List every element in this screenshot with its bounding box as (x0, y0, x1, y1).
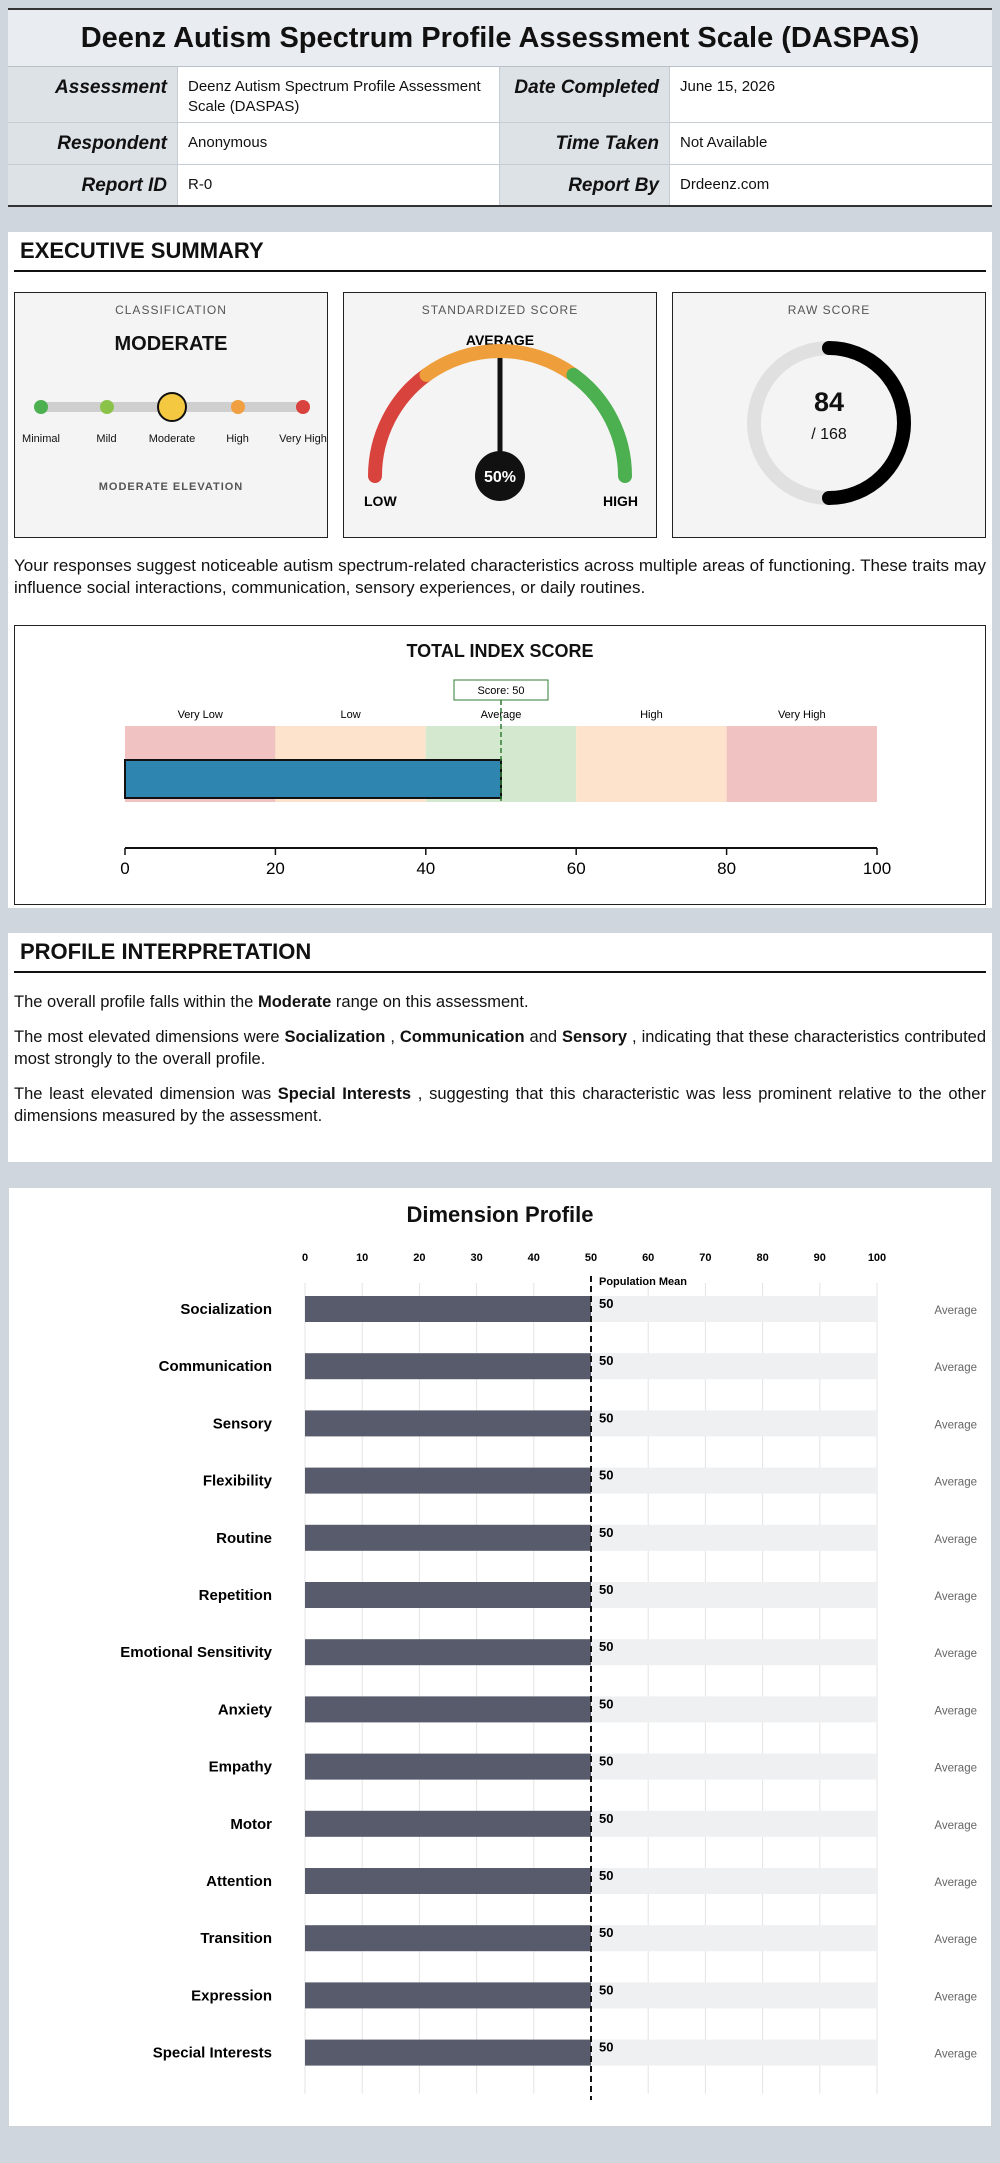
p2-dimension-2: Communication (399, 1028, 525, 1046)
dim-tick-label: 10 (356, 1252, 369, 1264)
dim-bar (305, 1982, 591, 2008)
gauge-low-label: LOW (364, 493, 397, 509)
executive-summary-panel (8, 232, 992, 908)
dim-value-label: 50 (599, 1467, 614, 1483)
index-tick-label: 0 (120, 859, 130, 878)
time-value: Not Available (680, 134, 768, 151)
gauge-band-label: AVERAGE (465, 332, 535, 348)
p2-separator: , (390, 1028, 395, 1046)
p2-text-end: , indicating that these characteristics contributed most strongly to the overall profile. (14, 1028, 987, 1068)
dim-band-label: Average (934, 1819, 977, 1832)
raw-score-value: 84 (813, 387, 845, 417)
severity-dot-mild (100, 400, 114, 414)
interpretation-paragraph-3 (14, 1083, 986, 1127)
dim-tick-label: 0 (301, 1252, 309, 1264)
index-band-label: Average (480, 709, 522, 721)
time-label: Time Taken (500, 123, 670, 164)
severity-dot-high (231, 400, 245, 414)
dim-band-label: Average (934, 1991, 977, 2004)
severity-label: Minimal (22, 433, 60, 445)
dim-value-label: 50 (599, 1524, 614, 1540)
raw-score-label: RAW SCORE (787, 303, 871, 317)
dim-bar (305, 1525, 591, 1551)
p2-dimension-1: Socialization (284, 1028, 386, 1046)
index-band (576, 726, 726, 802)
report-by-value: Drdeenz.com (680, 176, 770, 193)
standardized-score-label: STANDARDIZED SCORE (421, 303, 579, 317)
p1-text: The overall profile falls within the (14, 993, 254, 1011)
info-row (8, 165, 992, 205)
dim-band-label: Average (934, 1705, 977, 1718)
dim-tick-label: 60 (642, 1252, 655, 1264)
dim-value-label: 50 (599, 1982, 614, 1998)
p3-dimension: Special Interests (277, 1085, 412, 1103)
index-band-label: Very Low (177, 709, 223, 721)
dim-value-label: 50 (599, 1353, 614, 1369)
total-index-chart (15, 626, 985, 904)
raw-ring-progress (829, 348, 904, 498)
dim-category-label: Routine (216, 1529, 272, 1547)
report-title: Deenz Autism Spectrum Profile Assessment Scale (DASPAS) (8, 10, 992, 67)
p2-text: The most elevated dimensions were (14, 1028, 280, 1046)
classification-value: MODERATE (114, 333, 228, 355)
classification-label: CLASSIFICATION (115, 303, 227, 317)
gauge-high-arc (573, 375, 625, 476)
dim-bar (305, 1639, 591, 1665)
dim-category-label: Expression (191, 1987, 272, 2005)
p2-dimension-3: Sensory (561, 1028, 628, 1046)
dim-bar (305, 1868, 591, 1894)
dim-category-label: Empathy (208, 1758, 272, 1776)
raw-score-card (672, 292, 986, 538)
dim-band-label: Average (934, 1476, 977, 1489)
severity-label: Mild (96, 433, 117, 445)
severity-dot-moderate (157, 392, 187, 422)
severity-scale (22, 393, 327, 453)
dim-band-label: Average (934, 1877, 977, 1889)
classification-card (14, 292, 328, 538)
classification-subtitle: MODERATE ELEVATION (98, 481, 244, 493)
raw-score-total: / 168 (811, 426, 847, 443)
dim-value-label: 50 (599, 1868, 614, 1883)
dimension-profile-chart (9, 1188, 991, 2126)
dim-value-label: 50 (599, 1296, 614, 1311)
p1-text-end: range on this assessment. (335, 993, 529, 1011)
total-index-box (14, 625, 986, 905)
p2-separator: and (529, 1028, 558, 1046)
dim-category-label: Attention (206, 1873, 272, 1890)
p3-text: The least elevated dimension was (14, 1085, 272, 1103)
index-band-label: High (640, 709, 663, 721)
dim-bar (305, 1296, 591, 1322)
dim-value-label: 50 (599, 1810, 614, 1826)
date-value: June 15, 2026 (680, 78, 776, 95)
respondent-label: Respondent (8, 123, 178, 164)
dim-band-label: Average (934, 1362, 977, 1375)
index-band-label: Very High (777, 709, 826, 721)
dim-band-label: Average (934, 1934, 977, 1947)
dim-tick-label: 80 (756, 1252, 769, 1264)
index-tick-label: 40 (416, 859, 436, 878)
index-tick-label: 100 (862, 859, 892, 878)
dim-band-label: Average (934, 2048, 977, 2061)
dim-tick-label: 20 (413, 1252, 426, 1264)
severity-dot-minimal (34, 400, 48, 414)
dim-category-label: Transition (200, 1930, 272, 1948)
dim-category-label: Motor (230, 1815, 272, 1833)
dim-tick-label: 70 (699, 1252, 712, 1264)
interpretation-heading: PROFILE INTERPRETATION (14, 933, 986, 973)
dim-bar (305, 1410, 591, 1436)
dim-category-label: Communication (158, 1358, 272, 1376)
dim-band-label: Average (934, 1533, 977, 1546)
dim-value-label: 50 (599, 1639, 614, 1655)
dim-tick-label: 100 (867, 1252, 887, 1264)
executive-summary-heading: EXECUTIVE SUMMARY (14, 232, 986, 272)
dim-bar (305, 1353, 591, 1379)
standardized-score-card (343, 292, 657, 538)
dim-bar (305, 1811, 591, 1837)
score-gauge (344, 323, 656, 533)
index-tick-label: 20 (265, 859, 285, 878)
dim-tick-label: 30 (470, 1252, 483, 1264)
index-score-bar (125, 760, 501, 798)
gauge-low-arc (375, 375, 427, 476)
dim-value-label: 50 (599, 1696, 614, 1712)
dim-value-label: 50 (599, 1925, 614, 1941)
dim-value-label: 50 (599, 1582, 614, 1597)
report-header (8, 8, 992, 207)
dim-bar (305, 1696, 591, 1722)
interpretation-panel (8, 933, 992, 1162)
total-index-title: TOTAL INDEX SCORE (406, 641, 594, 661)
dim-category-label: Flexibility (202, 1472, 272, 1490)
dim-value-label: 50 (599, 1753, 614, 1769)
dim-category-label: Repetition (198, 1587, 272, 1604)
severity-label: Very High (279, 433, 327, 445)
index-tick-label: 60 (566, 859, 586, 878)
assessment-value: Deenz Autism Spectrum Profile Assessment Scale (DASPAS) (178, 67, 500, 122)
report-id-value: R-0 (178, 165, 500, 205)
respondent-value: Anonymous (178, 123, 500, 164)
dimension-profile-title: Dimension Profile (406, 1202, 594, 1227)
dim-band-label: Average (934, 1419, 977, 1432)
severity-dot-very-high (296, 400, 310, 414)
interpretation-paragraph-2 (14, 1026, 986, 1070)
dim-band-label: Average (934, 1762, 977, 1775)
info-row (8, 123, 992, 165)
dim-category-label: Sensory (212, 1415, 272, 1433)
summary-paragraph: Your responses suggest noticeable autism spectrum-related characteristics across multiple areas of functioning. These traits may influence social interactions, communication, sensory experiences, or daily routines. (14, 556, 986, 597)
dimension-profile-panel (8, 1187, 992, 2127)
gauge-percent: 50% (483, 469, 517, 486)
report-id-label: Report ID (8, 165, 178, 205)
severity-label: High (226, 433, 249, 445)
dim-band-label: Average (934, 1591, 977, 1603)
index-band (727, 726, 877, 802)
p1-classification: Moderate (257, 993, 332, 1011)
dim-tick-label: 40 (527, 1252, 540, 1264)
dim-bar (305, 2040, 591, 2066)
dim-bar (305, 1754, 591, 1780)
interpretation-paragraph-1 (14, 991, 986, 1013)
dim-band-label: Average (934, 1648, 977, 1661)
report-by-label: Report By (500, 165, 670, 205)
dim-bar (305, 1582, 591, 1608)
dim-bar (305, 1925, 591, 1951)
info-row (8, 67, 992, 123)
gauge-high-label: HIGH (603, 493, 638, 509)
date-label: Date Completed (500, 67, 670, 122)
assessment-label: Assessment (8, 67, 178, 122)
dim-bar (305, 1468, 591, 1494)
dim-tick-label: 90 (813, 1252, 826, 1264)
dim-value-label: 50 (599, 2039, 614, 2055)
summary-cards (14, 292, 986, 538)
dim-band-label: Average (934, 1305, 977, 1317)
dim-value-label: 50 (599, 1410, 614, 1426)
index-tick-label: 80 (717, 859, 737, 878)
index-band-label: Low (340, 709, 361, 721)
p3-text-end: , suggesting that this characteristic was less prominent relative to the other dimensions measured by the assessment. (14, 1085, 986, 1125)
dim-category-label: Special Interests (152, 2044, 272, 2062)
dim-category-label: Anxiety (217, 1701, 272, 1719)
dim-category-label: Socialization (180, 1301, 272, 1318)
population-mean-label: Population Mean (599, 1276, 687, 1288)
severity-label: Moderate (148, 433, 196, 445)
index-score-label: Score: 50 (477, 685, 525, 697)
dim-tick-label: 50 (584, 1252, 598, 1264)
dim-category-label: Emotional Sensitivity (120, 1644, 272, 1662)
